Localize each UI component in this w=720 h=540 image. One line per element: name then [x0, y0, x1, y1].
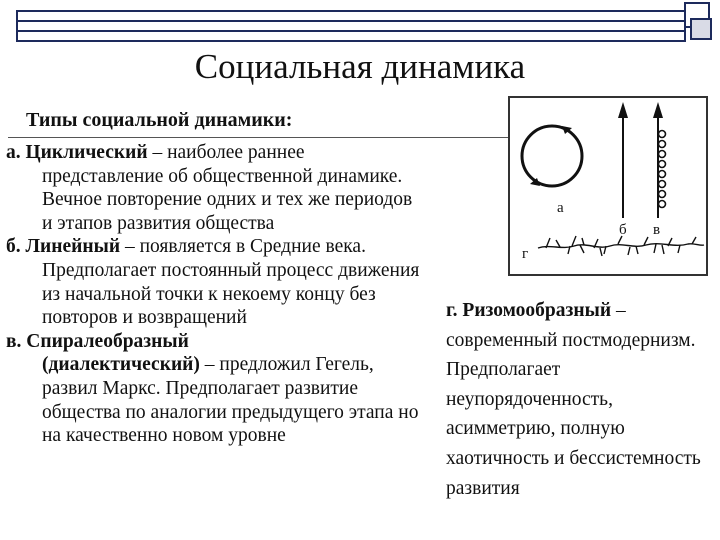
divider	[8, 137, 508, 138]
rhizome-description	[446, 296, 716, 503]
figure-label-g: г	[522, 246, 529, 262]
linear-arrow-icon	[618, 102, 628, 218]
dynamics-diagram	[508, 96, 708, 276]
diagram-drawing	[510, 98, 706, 274]
item-label: Спиралеобразный	[26, 330, 189, 352]
figure-label-b: б	[619, 222, 627, 238]
slide-subtitle: Типы социальной динамики:	[26, 109, 293, 131]
item-label: Циклический	[25, 142, 148, 163]
spiral-arrow-icon	[653, 102, 666, 218]
item-marker: а.	[6, 142, 26, 163]
decor-square	[690, 18, 712, 40]
item-text: – появляется в Средние века. Предполагает постоянный процесс движения из начальной точки к некоему концу без повторов и возвращений	[42, 236, 420, 329]
types-list	[6, 141, 424, 448]
item-label-secondary: (диалектический)	[42, 354, 200, 376]
top-decoration	[0, 0, 720, 46]
item-text: – предложил Гегель, развил Маркс. Предполагает развитие общества по аналогии предыдущего этапа но на качественно новом уровне	[42, 354, 419, 447]
list-item-linear	[6, 235, 424, 329]
figure-label-a: а	[557, 200, 564, 216]
item-marker: б.	[6, 236, 26, 258]
cycle-icon	[522, 126, 582, 186]
item-marker: в.	[6, 330, 27, 352]
list-item-spiral	[6, 330, 424, 448]
rhizome-text: – современный постмодернизм. Предполагает неупорядоченность, асимметрию, полную хаотичность и бессистемность развития	[446, 300, 701, 499]
decor-line	[18, 20, 684, 22]
list-item-cyclic	[6, 141, 424, 235]
item-text: – наиболее раннее представление об общественной динамике. Вечное повторение одних и тех же периодов и этапов развития общества	[42, 142, 413, 234]
item-label: Линейный	[25, 236, 121, 258]
rhizome-icon	[538, 236, 704, 256]
slide-title: Социальная динамика	[194, 47, 526, 86]
rhizome-label: г. Ризомообразный	[446, 300, 612, 321]
decor-line	[18, 30, 684, 32]
figure-label-v: в	[653, 222, 661, 238]
decor-frame	[16, 10, 686, 42]
